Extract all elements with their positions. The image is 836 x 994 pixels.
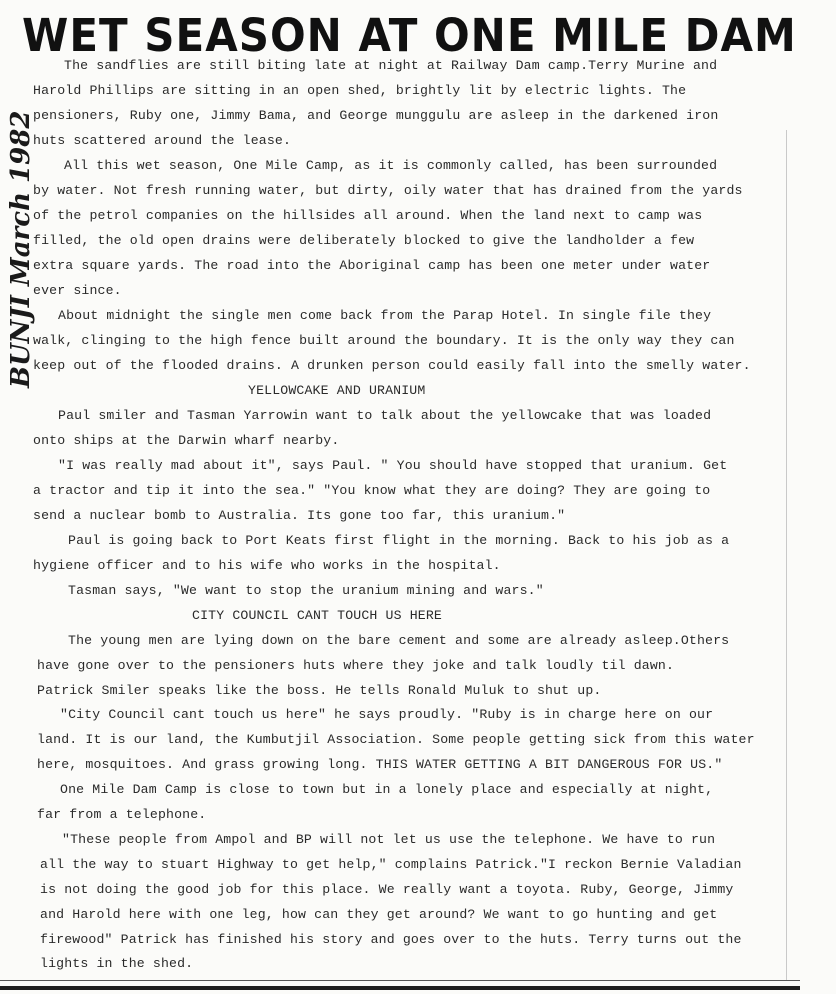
article-line: The sandflies are still biting late at night at Railway Dam camp.Terry Murine and (64, 58, 718, 73)
article-line: walk, clinging to the high fence built around the boundary. It is the only way they can (33, 333, 735, 348)
article-line: YELLOWCAKE AND URANIUM (248, 383, 426, 398)
article-line: The young men are lying down on the bare cement and some are already asleep.Others (68, 633, 730, 648)
article-line: "I was really mad about it", says Paul. " You should have stopped that uranium. Get (58, 458, 728, 473)
article-line: send a nuclear bomb to Australia. Its gone too far, this uranium." (33, 508, 566, 523)
article-line: is not doing the good job for this place. We really want a toyota. Ruby, George, Jimmy (40, 882, 734, 897)
article-line: ever since. (33, 283, 122, 298)
article-line: hygiene officer and to his wife who works in the hospital. (33, 558, 501, 573)
article-line: all the way to stuart Highway to get help," complains Patrick."I reckon Bernie Valadian (40, 857, 742, 872)
margin-line (786, 130, 787, 980)
article-line: have gone over to the pensioners huts where they joke and talk loudly til dawn. (37, 658, 675, 673)
article-line: by water. Not fresh running water, but dirty, oily water that has drained from the yards (33, 183, 743, 198)
article-line: About midnight the single men come back from the Parap Hotel. In single file they (58, 308, 712, 323)
headline: WET SEASON AT ONE MILE DAM (22, 9, 797, 63)
article-line: extra square yards. The road into the Aboriginal camp has been one meter under water (33, 258, 711, 273)
article-line: of the petrol companies on the hillsides all around. When the land next to camp was (33, 208, 703, 223)
article-line: lights in the shed. (40, 956, 194, 971)
article-line: and Harold here with one leg, how can they get around? We want to go hunting and get (40, 907, 718, 922)
article-line: onto ships at the Darwin wharf nearby. (33, 433, 340, 448)
article-line: land. It is our land, the Kumbutjil Association. Some people getting sick from this water (37, 732, 755, 747)
bottom-rule (0, 986, 800, 990)
article-line: One Mile Dam Camp is close to town but in a lonely place and especially at night, (60, 782, 714, 797)
article-line: Paul is going back to Port Keats first flight in the morning. Back to his job as a (68, 533, 730, 548)
article-line: pensioners, Ruby one, Jimmy Bama, and George munggulu are asleep in the darkened iron (33, 108, 719, 123)
article-line: "These people from Ampol and BP will not let us use the telephone. We have to run (62, 832, 716, 847)
article-line: filled, the old open drains were deliberately blocked to give the landholder a few (33, 233, 695, 248)
article-line: Patrick Smiler speaks like the boss. He tells Ronald Muluk to shut up. (37, 683, 602, 698)
article-line: here, mosquitoes. And grass growing long. THIS WATER GETTING A BIT DANGEROUS FOR US." (37, 757, 723, 772)
article-line: firewood" Patrick has finished his story and goes over to the huts. Terry turns out the (40, 932, 742, 947)
article-line: keep out of the flooded drains. A drunken person could easily fall into the smelly water. (33, 358, 751, 373)
article-line: Harold Phillips are sitting in an open shed, brightly lit by electric lights. The (33, 83, 687, 98)
side-note-text: BUNJI March 1982 (6, 110, 36, 388)
article-line: far from a telephone. (37, 807, 207, 822)
article-line: All this wet season, One Mile Camp, as it is commonly called, has been surrounded (64, 158, 718, 173)
bottom-rule-thin (0, 980, 800, 981)
article-line: a tractor and tip it into the sea." "You know what they are doing? They are going to (33, 483, 711, 498)
article-line: Paul smiler and Tasman Yarrowin want to talk about the yellowcake that was loaded (58, 408, 712, 423)
article-line: huts scattered around the lease. (33, 133, 292, 148)
article-line: "City Council cant touch us here" he says proudly. "Ruby is in charge here on our (60, 707, 714, 722)
article-line: CITY COUNCIL CANT TOUCH US HERE (192, 608, 442, 623)
article-line: Tasman says, "We want to stop the uranium mining and wars." (68, 583, 544, 598)
